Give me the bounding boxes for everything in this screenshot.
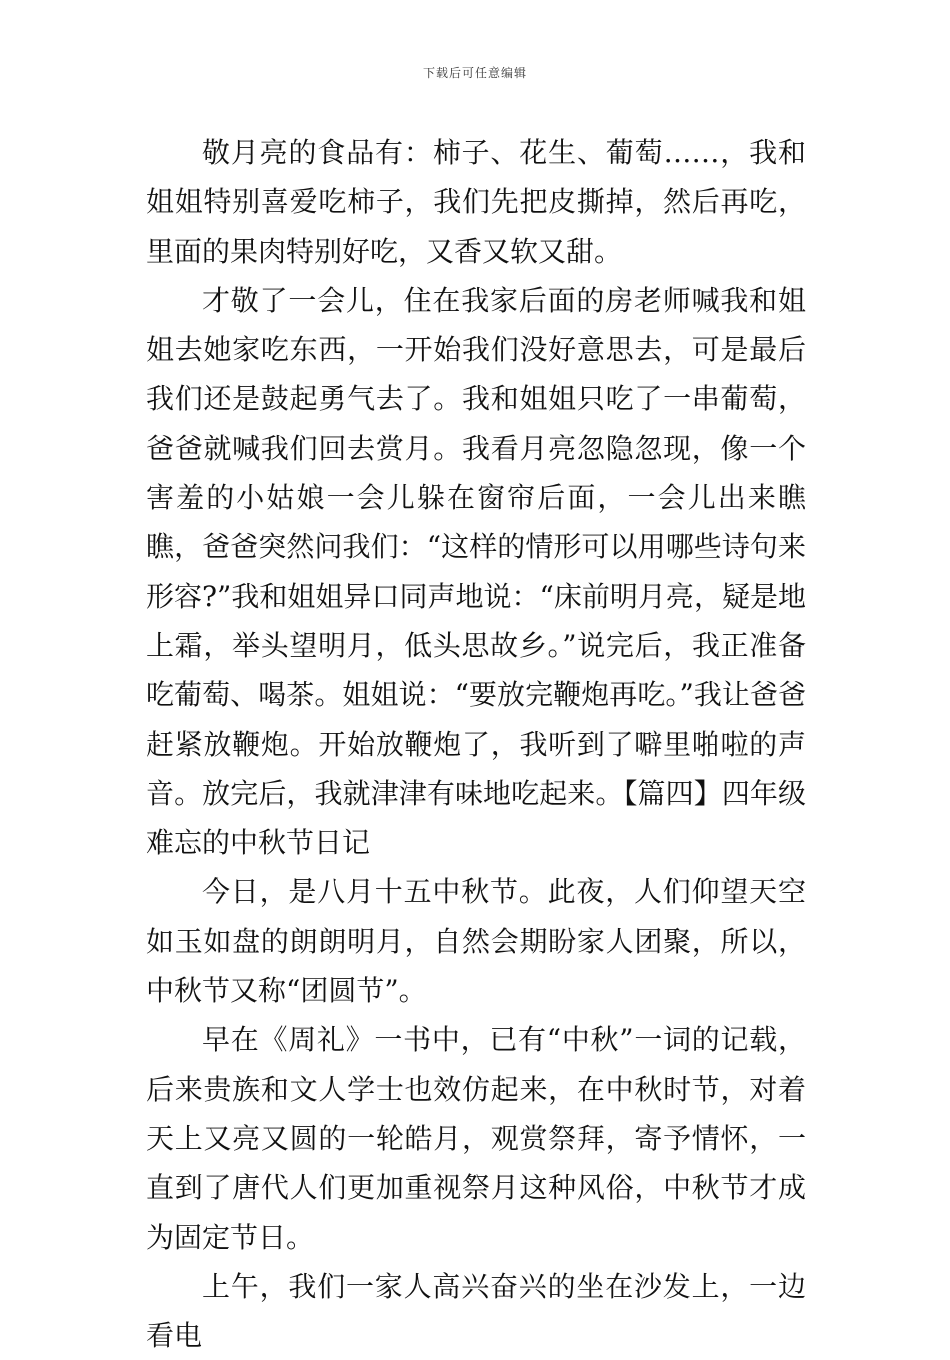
- paragraph-history: 早在《周礼》一书中，已有“中秋”一词的记载，后来贵族和文人学士也效仿起来，在中秋时节，对着天上又亮又圆的一轮皓月，观赏祭拜，寄予情怀，一直到了唐代人们更加重视祭月这种风俗，中秋节才成为固定节日。: [146, 1023, 806, 1254]
- paragraph-offerings: 敬月亮的食品有：柿子、花生、葡萄……，我和姐姐特别喜爱吃柿子，我们先把皮撕掉，然后再吃，里面的果肉特别好吃，又香又软又甜。: [146, 136, 806, 268]
- paragraph-morning: 上午，我们一家人高兴奋兴的坐在沙发上，一边看电: [146, 1269, 806, 1353]
- paragraph-mid-autumn-intro: 今日，是八月十五中秋节。此夜，人们仰望天空如玉如盘的朗朗明月，自然会期盼家人团聚，所以，中秋节又称“团圆节”。: [146, 875, 806, 1008]
- page-header: 下载后可任意编辑: [422, 66, 527, 80]
- document-body: [146, 128, 806, 1360]
- paragraph-moon-viewing: 才敬了一会儿，住在我家后面的房老师喊我和姐姐去她家吃东西，一开始我们没好意思去，可是最后我们还是鼓起勇气去了。我和姐姐只吃了一串葡萄，爸爸就喊我们回去赏月。我看月亮忽隐忽现，像一个害羞的小姑娘一会儿躲在窗帘后面，一会儿出来瞧瞧，爸爸突然问我们：“这样的情形可以用哪些诗句来形容?”我和姐姐异口同声地说：“床前明月亮，疑是地上霜，举头望明月，低头思故乡。”说完后，我正准备吃葡萄、喝茶。姐姐说：“要放完鞭炮再吃。”我让爸爸赶紧放鞭炮。开始放鞭炮了，我听到了噼里啪啦的声音。放完后，我就津津有味地吃起来。【篇四】四年级难忘的中秋节日记: [146, 283, 806, 860]
